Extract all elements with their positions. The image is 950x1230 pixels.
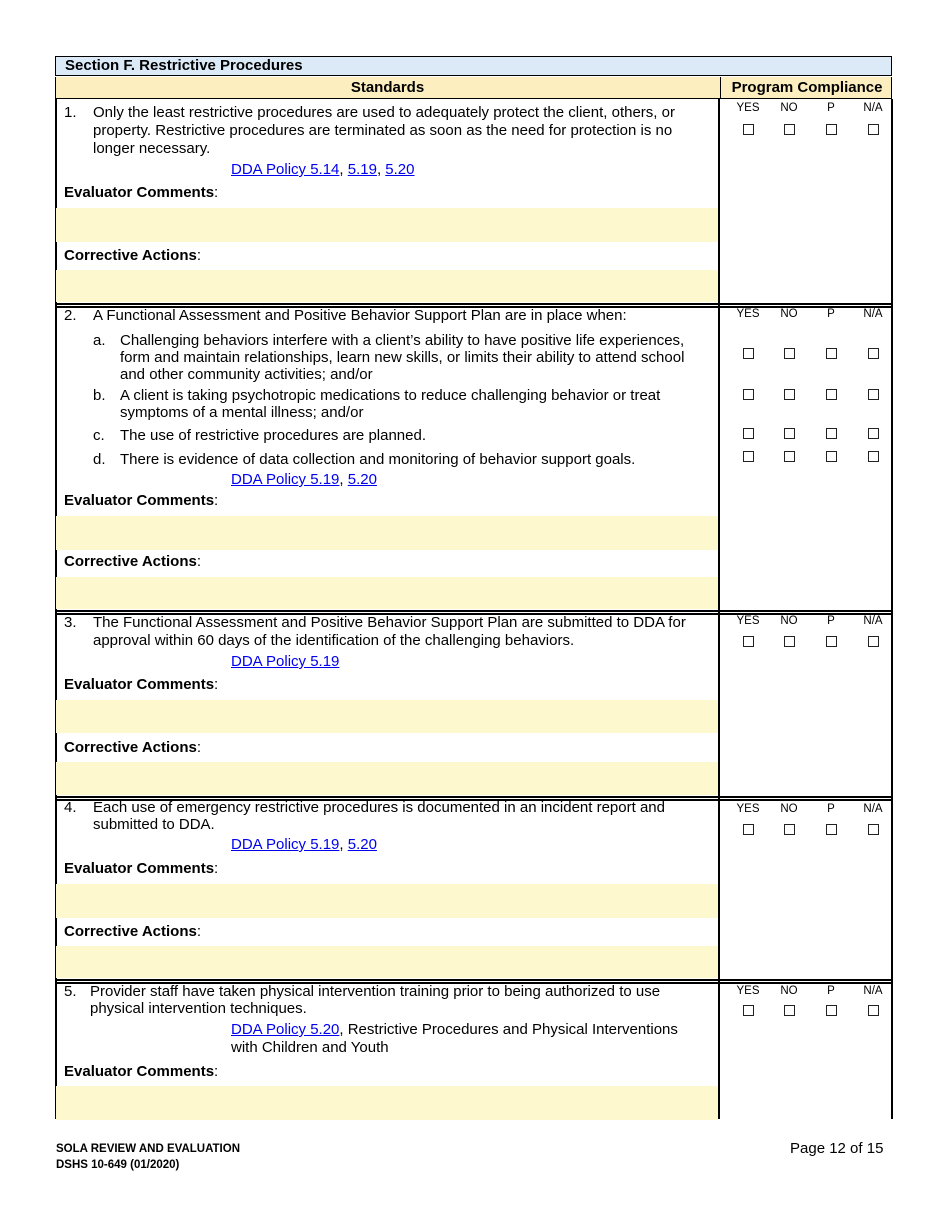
item-number: 4.	[64, 799, 77, 816]
divider-line	[718, 99, 720, 1119]
compliance-checkbox[interactable]	[784, 636, 795, 647]
compliance-checkbox[interactable]	[784, 1005, 795, 1016]
row-separator	[55, 979, 893, 981]
right-border	[891, 99, 893, 1119]
separator: ,	[339, 471, 348, 488]
item-text: Each use of emergency restrictive procedures is documented in an incident report and	[93, 799, 665, 816]
choice-label: YES	[736, 308, 760, 320]
policy-link[interactable]: 5.20	[385, 161, 415, 178]
policy-reference	[231, 653, 339, 671]
compliance-checkbox[interactable]	[826, 389, 837, 400]
item-text: physical intervention techniques.	[90, 1000, 307, 1017]
policy-reference	[231, 836, 377, 854]
compliance-checkbox[interactable]	[868, 636, 879, 647]
compliance-checkbox[interactable]	[743, 389, 754, 400]
policy-link[interactable]: 5.20	[347, 471, 377, 488]
evaluator-comments-label: Evaluator Comments:	[64, 860, 219, 877]
corrective-actions-field[interactable]	[56, 577, 718, 609]
item-text: property. Restrictive procedures are terminated as soon as the need for protection is no	[93, 122, 673, 139]
compliance-checkbox[interactable]	[826, 428, 837, 439]
corrective-actions-label: Corrective Actions:	[64, 923, 201, 940]
corrective-actions-label: Corrective Actions:	[64, 247, 201, 264]
policy-link[interactable]: DDA Policy 5.19	[231, 653, 340, 670]
evaluator-comments-field[interactable]	[56, 700, 718, 733]
evaluator-comments-label: Evaluator Comments:	[64, 1063, 219, 1080]
policy-suffix: , Restrictive Procedures and Physical Interventions	[339, 1021, 678, 1038]
policy-link[interactable]: DDA Policy 5.19	[231, 836, 340, 853]
item-text: Provider staff have taken physical intervention training prior to being authorized to use	[90, 983, 661, 1000]
subitem-text: and other community activities; and/or	[120, 366, 373, 383]
subitem-letter: b.	[93, 387, 106, 404]
compliance-checkbox[interactable]	[784, 451, 795, 462]
evaluator-comments-field[interactable]	[56, 1086, 718, 1120]
choice-label: NO	[780, 308, 798, 320]
corrective-actions-label: Corrective Actions:	[64, 553, 201, 570]
subitem-text: The use of restrictive procedures are planned.	[120, 427, 426, 444]
corrective-actions-label: Corrective Actions:	[64, 739, 201, 756]
choice-label: NO	[780, 615, 798, 627]
policy-link[interactable]: 5.20	[347, 836, 377, 853]
item-text: approval within 60 days of the identification of the challenging behaviors.	[93, 632, 575, 649]
choice-label: N/A	[863, 308, 883, 320]
item-text: The Functional Assessment and Positive Behavior Support Plan are submitted to DDA for	[93, 614, 686, 631]
section-title: Section F. Restrictive Procedures	[55, 56, 892, 76]
policy-link[interactable]: DDA Policy 5.20	[231, 1021, 340, 1038]
choice-label: N/A	[863, 985, 883, 997]
compliance-checkbox[interactable]	[868, 1005, 879, 1016]
evaluator-comments-label: Evaluator Comments:	[64, 492, 219, 509]
item-number: 5.	[64, 983, 77, 1000]
choice-label: YES	[736, 615, 760, 627]
choice-label: YES	[736, 803, 760, 815]
evaluator-comments-field[interactable]	[56, 884, 718, 918]
choice-label: P	[827, 803, 835, 815]
compliance-checkbox[interactable]	[743, 428, 754, 439]
compliance-checkbox[interactable]	[868, 124, 879, 135]
separator: ,	[339, 161, 348, 178]
item-text: longer necessary.	[93, 140, 211, 157]
compliance-checkbox[interactable]	[743, 824, 754, 835]
separator: ,	[339, 836, 348, 853]
subitem-text: Challenging behaviors interfere with a client’s ability to have positive life experiences,	[120, 332, 685, 349]
policy-reference	[231, 161, 414, 179]
compliance-checkbox[interactable]	[868, 824, 879, 835]
compliance-checkbox[interactable]	[826, 348, 837, 359]
choice-label: P	[827, 102, 835, 114]
corrective-actions-field[interactable]	[56, 270, 718, 302]
policy-reference	[231, 1021, 678, 1039]
row-separator	[55, 303, 893, 305]
compliance-checkbox[interactable]	[868, 348, 879, 359]
compliance-checkbox[interactable]	[826, 124, 837, 135]
choice-label: P	[827, 308, 835, 320]
compliance-checkbox[interactable]	[743, 1005, 754, 1016]
choice-label: N/A	[863, 102, 883, 114]
column-header	[55, 77, 892, 99]
compliance-checkbox[interactable]	[784, 389, 795, 400]
form-title: SOLA REVIEW AND EVALUATION	[56, 1143, 240, 1155]
compliance-checkbox[interactable]	[868, 451, 879, 462]
compliance-checkbox[interactable]	[868, 428, 879, 439]
policy-suffix: with Children and Youth	[231, 1039, 389, 1056]
choice-label: N/A	[863, 803, 883, 815]
item-text: A Functional Assessment and Positive Behavior Support Plan are in place when:	[93, 307, 627, 324]
compliance-checkbox[interactable]	[743, 636, 754, 647]
policy-link[interactable]: DDA Policy 5.14	[231, 161, 340, 178]
corrective-actions-field[interactable]	[56, 946, 718, 978]
item-number: 3.	[64, 614, 77, 631]
choice-label: YES	[736, 985, 760, 997]
subitem-text: There is evidence of data collection and monitoring of behavior support goals.	[120, 451, 636, 468]
compliance-checkbox[interactable]	[826, 451, 837, 462]
subitem-letter: a.	[93, 332, 106, 349]
policy-reference	[231, 471, 377, 489]
subitem-letter: c.	[93, 427, 105, 444]
evaluator-comments-field[interactable]	[56, 516, 718, 550]
compliance-checkbox[interactable]	[784, 428, 795, 439]
compliance-checkbox[interactable]	[826, 1005, 837, 1016]
policy-link[interactable]: 5.19	[347, 161, 377, 178]
corrective-actions-field[interactable]	[56, 762, 718, 795]
compliance-checkbox[interactable]	[826, 636, 837, 647]
form-number: DSHS 10-649 (01/2020)	[56, 1159, 180, 1171]
choice-label: P	[827, 615, 835, 627]
row-separator	[55, 796, 893, 798]
item-text: Only the least restrictive procedures are used to adequately protect the client, others, or	[93, 104, 675, 121]
compliance-header: Program Compliance	[720, 77, 893, 98]
separator: ,	[376, 161, 386, 178]
subitem-text: form and maintain relationships, learn new skills, or limits their ability to attend school	[120, 349, 685, 366]
choice-label: NO	[780, 985, 798, 997]
compliance-checkbox[interactable]	[743, 124, 754, 135]
compliance-checkbox[interactable]	[743, 348, 754, 359]
evaluator-comments-label: Evaluator Comments:	[64, 184, 219, 201]
compliance-checkbox[interactable]	[826, 824, 837, 835]
evaluator-comments-label: Evaluator Comments:	[64, 676, 219, 693]
choice-label: YES	[736, 102, 760, 114]
subitem-letter: d.	[93, 451, 106, 468]
policy-link[interactable]: DDA Policy 5.19	[231, 471, 340, 488]
item-text: submitted to DDA.	[93, 816, 215, 833]
page-number: Page 12 of 15	[790, 1140, 884, 1157]
compliance-checkbox[interactable]	[784, 348, 795, 359]
compliance-checkbox[interactable]	[784, 824, 795, 835]
row-separator	[55, 610, 893, 612]
item-number: 1.	[64, 104, 77, 121]
item-number: 2.	[64, 307, 77, 324]
compliance-checkbox[interactable]	[868, 389, 879, 400]
choice-label: NO	[780, 102, 798, 114]
choice-label: P	[827, 985, 835, 997]
choice-label: N/A	[863, 615, 883, 627]
evaluator-comments-field[interactable]	[56, 208, 718, 242]
standards-header: Standards	[350, 79, 425, 96]
subitem-text: A client is taking psychotropic medications to reduce challenging behavior or treat	[120, 387, 661, 404]
subitem-text: symptoms of a mental illness; and/or	[120, 404, 364, 421]
compliance-checkbox[interactable]	[743, 451, 754, 462]
choice-label: NO	[780, 803, 798, 815]
compliance-checkbox[interactable]	[784, 124, 795, 135]
